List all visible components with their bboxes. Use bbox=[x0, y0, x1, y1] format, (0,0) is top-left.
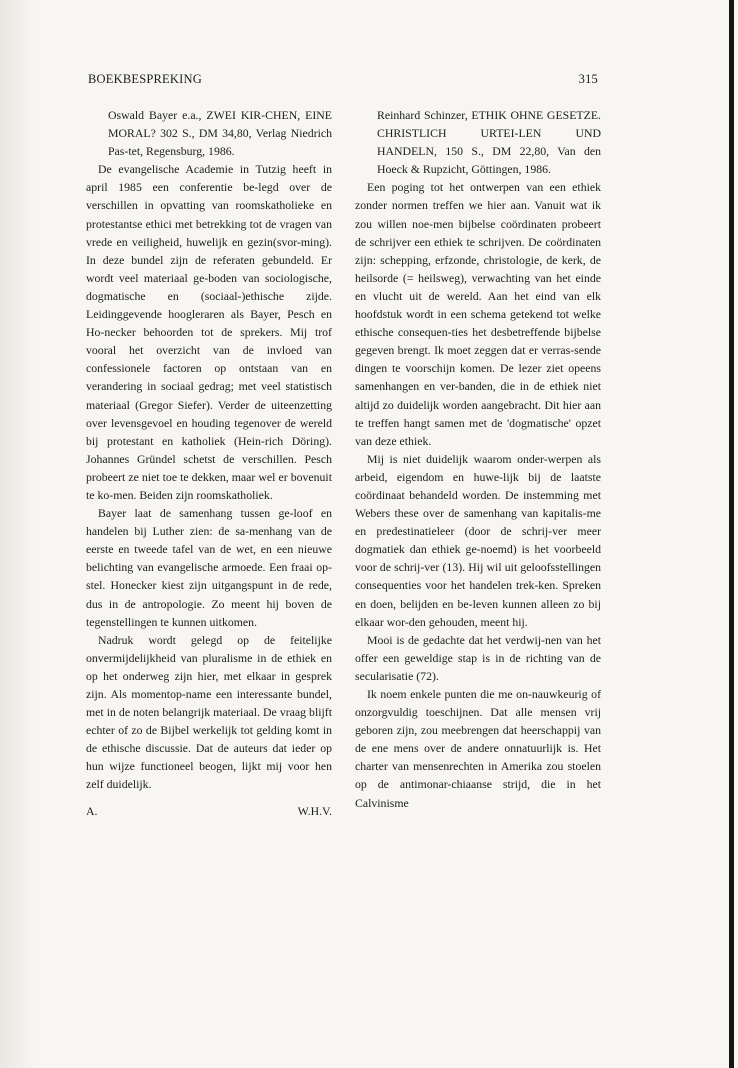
page-spine-shadow bbox=[0, 0, 36, 1068]
review-heading: Reinhard Schinzer, ETHIK OHNE GESETZE. CHRISTLICH URTEI-LEN UND HANDELN, 150 S., DM 22,80, Van den Hoeck & Rupzicht, Göttingen, 1986. bbox=[377, 108, 601, 177]
section-title: BOEKBESPREKING bbox=[88, 72, 202, 86]
review-paragraph: De evangelische Academie in Tutzig heeft in april 1985 een conferentie be-legd over de verschillen in opvatting van roomskatholieke en protestantse ethici met betrekking tot de vragen van vrede en veiligheid, huwelijk en gezin(svor-ming). In deze bundel zijn de referaten gebundeld. Er wordt veel materiaal ge-boden van sociologische, dogmatische en (sociaal-)ethische zijde. Leidinggevende hoogleraren als Bayer, Pesch en Ho-necker behoorden tot de sprekers. Mij trof vooral het overzicht van de invloed van confessionele factoren op ontstaan van en verandering in sociaal gedrag; met veel statistisch materiaal (Gregor Siefer). Verder de uiteenzetting over levensgevoel en houding tegenover de wereld bij protestant en katholiek (Hein-rich Döring). Johannes Gründel schetst de verschillen. Pesch probeert ze niet toe te dekken, maar wel er bovenuit te ko-men. Beiden zijn roomskatholiek. bbox=[86, 162, 332, 502]
review-paragraph: Een poging tot het ontwerpen van een ethiek zonder normen treffen we hier aan. Vanuit wat ik zou willen noe-men bijbelse coördinaten probeert de schrijver een ethiek te schrijven. De coördinaten zijn: schepping, erfzonde, christologie, de kerk, de heilsorde (= heilsweg), verwachting van het einde en vlucht uit de wereld. Aan het eind van elk hoofdstuk wordt in een schema getekend tot welke ethische consequen-ties het desbetreffende bijbelse gegeven brengt. Ik moet zeggen dat er verras-sende dingen te voorschijn komen. De lezer ziet opeens samenhangen en ver-banden, die in de ethiek niet altijd zo duidelijk worden aangebracht. Dit hier aan te treffen hangt samen met de 'dogmatische' opzet van deze ethiek. bbox=[355, 180, 601, 448]
review-signature bbox=[86, 802, 332, 820]
page-number: 315 bbox=[578, 72, 598, 86]
page-edge bbox=[729, 0, 734, 1068]
review-paragraph: Mooi is de gedachte dat het verdwij-nen van het offer een geweldige stap is in de richting van de secularisatie (72). bbox=[355, 632, 601, 683]
review-paragraph: Bayer laat de samenhang tussen ge-loof en handelen bij Luther zien: de sa-menhang van de eerste en tweede tafel van de wet, en een nieuwe belichting van evangelische armoede. Een fraai op-stel. Honecker kiest zijn uitgangspunt in de rede, dus in de antropologie. Zo meent hij boven de tegenstellingen te kunnen uitkomen. bbox=[86, 506, 332, 629]
right-column bbox=[355, 106, 601, 812]
signature-author: W.H.V. bbox=[297, 803, 332, 818]
review-paragraph: Nadruk wordt gelegd op de feitelijke onvermijdelijkheid van pluralisme in de ethiek en op het onderweg zijn hier, met elkaar in gesprek zijn. Als momentop-name een interessante bundel, met in de noten belangrijk materiaal. De vraag blijft echter of zo de Bijbel werkelijk tot gelding komt in de ethische discussie. Dat de auteurs dat ieder op hun wijze functioneel beogen, lijkt mij voor hen zelf duidelijk. bbox=[86, 632, 332, 792]
review-heading: Oswald Bayer e.a., ZWEI KIR-CHEN, EINE MORAL? 302 S., DM 34,80, Verlag Niedrich Pas-tet, Regensburg, 1986. bbox=[108, 108, 332, 159]
signature-place: A. bbox=[86, 803, 98, 818]
left-column bbox=[86, 106, 332, 820]
review-paragraph: Mij is niet duidelijk waarom onder-werpen als arbeid, eigendom en huwe-lijk bij de laatste coördinaat behandeld worden. De instemming met Webers these over de samenhang van kapitalis-me en predestinatieleer (door de schrij-ver meer dogmatiek dan ethiek ge-noemd) is het voorbeeld voor de schrij-ver (13). Hij wil uit geloofsstellingen consequenties voor het handelen trek-ken. Spreken en doen, belijden en be-leven kunnen alleen zo bij elkaar wor-den gehouden, meent hij. bbox=[355, 451, 601, 629]
review-paragraph: Ik noem enkele punten die me on-nauwkeurig of onzorgvuldig toeschijnen. Dat alle mensen vrij geboren zijn, zou meebrengen dat heerschappij van de ene mens over de andere onnatuurlijk is. Het charter van mensenrechten in Amerika zou stoelen op de antimonar-chiaanse strijd, die in het Calvinisme bbox=[355, 687, 601, 810]
